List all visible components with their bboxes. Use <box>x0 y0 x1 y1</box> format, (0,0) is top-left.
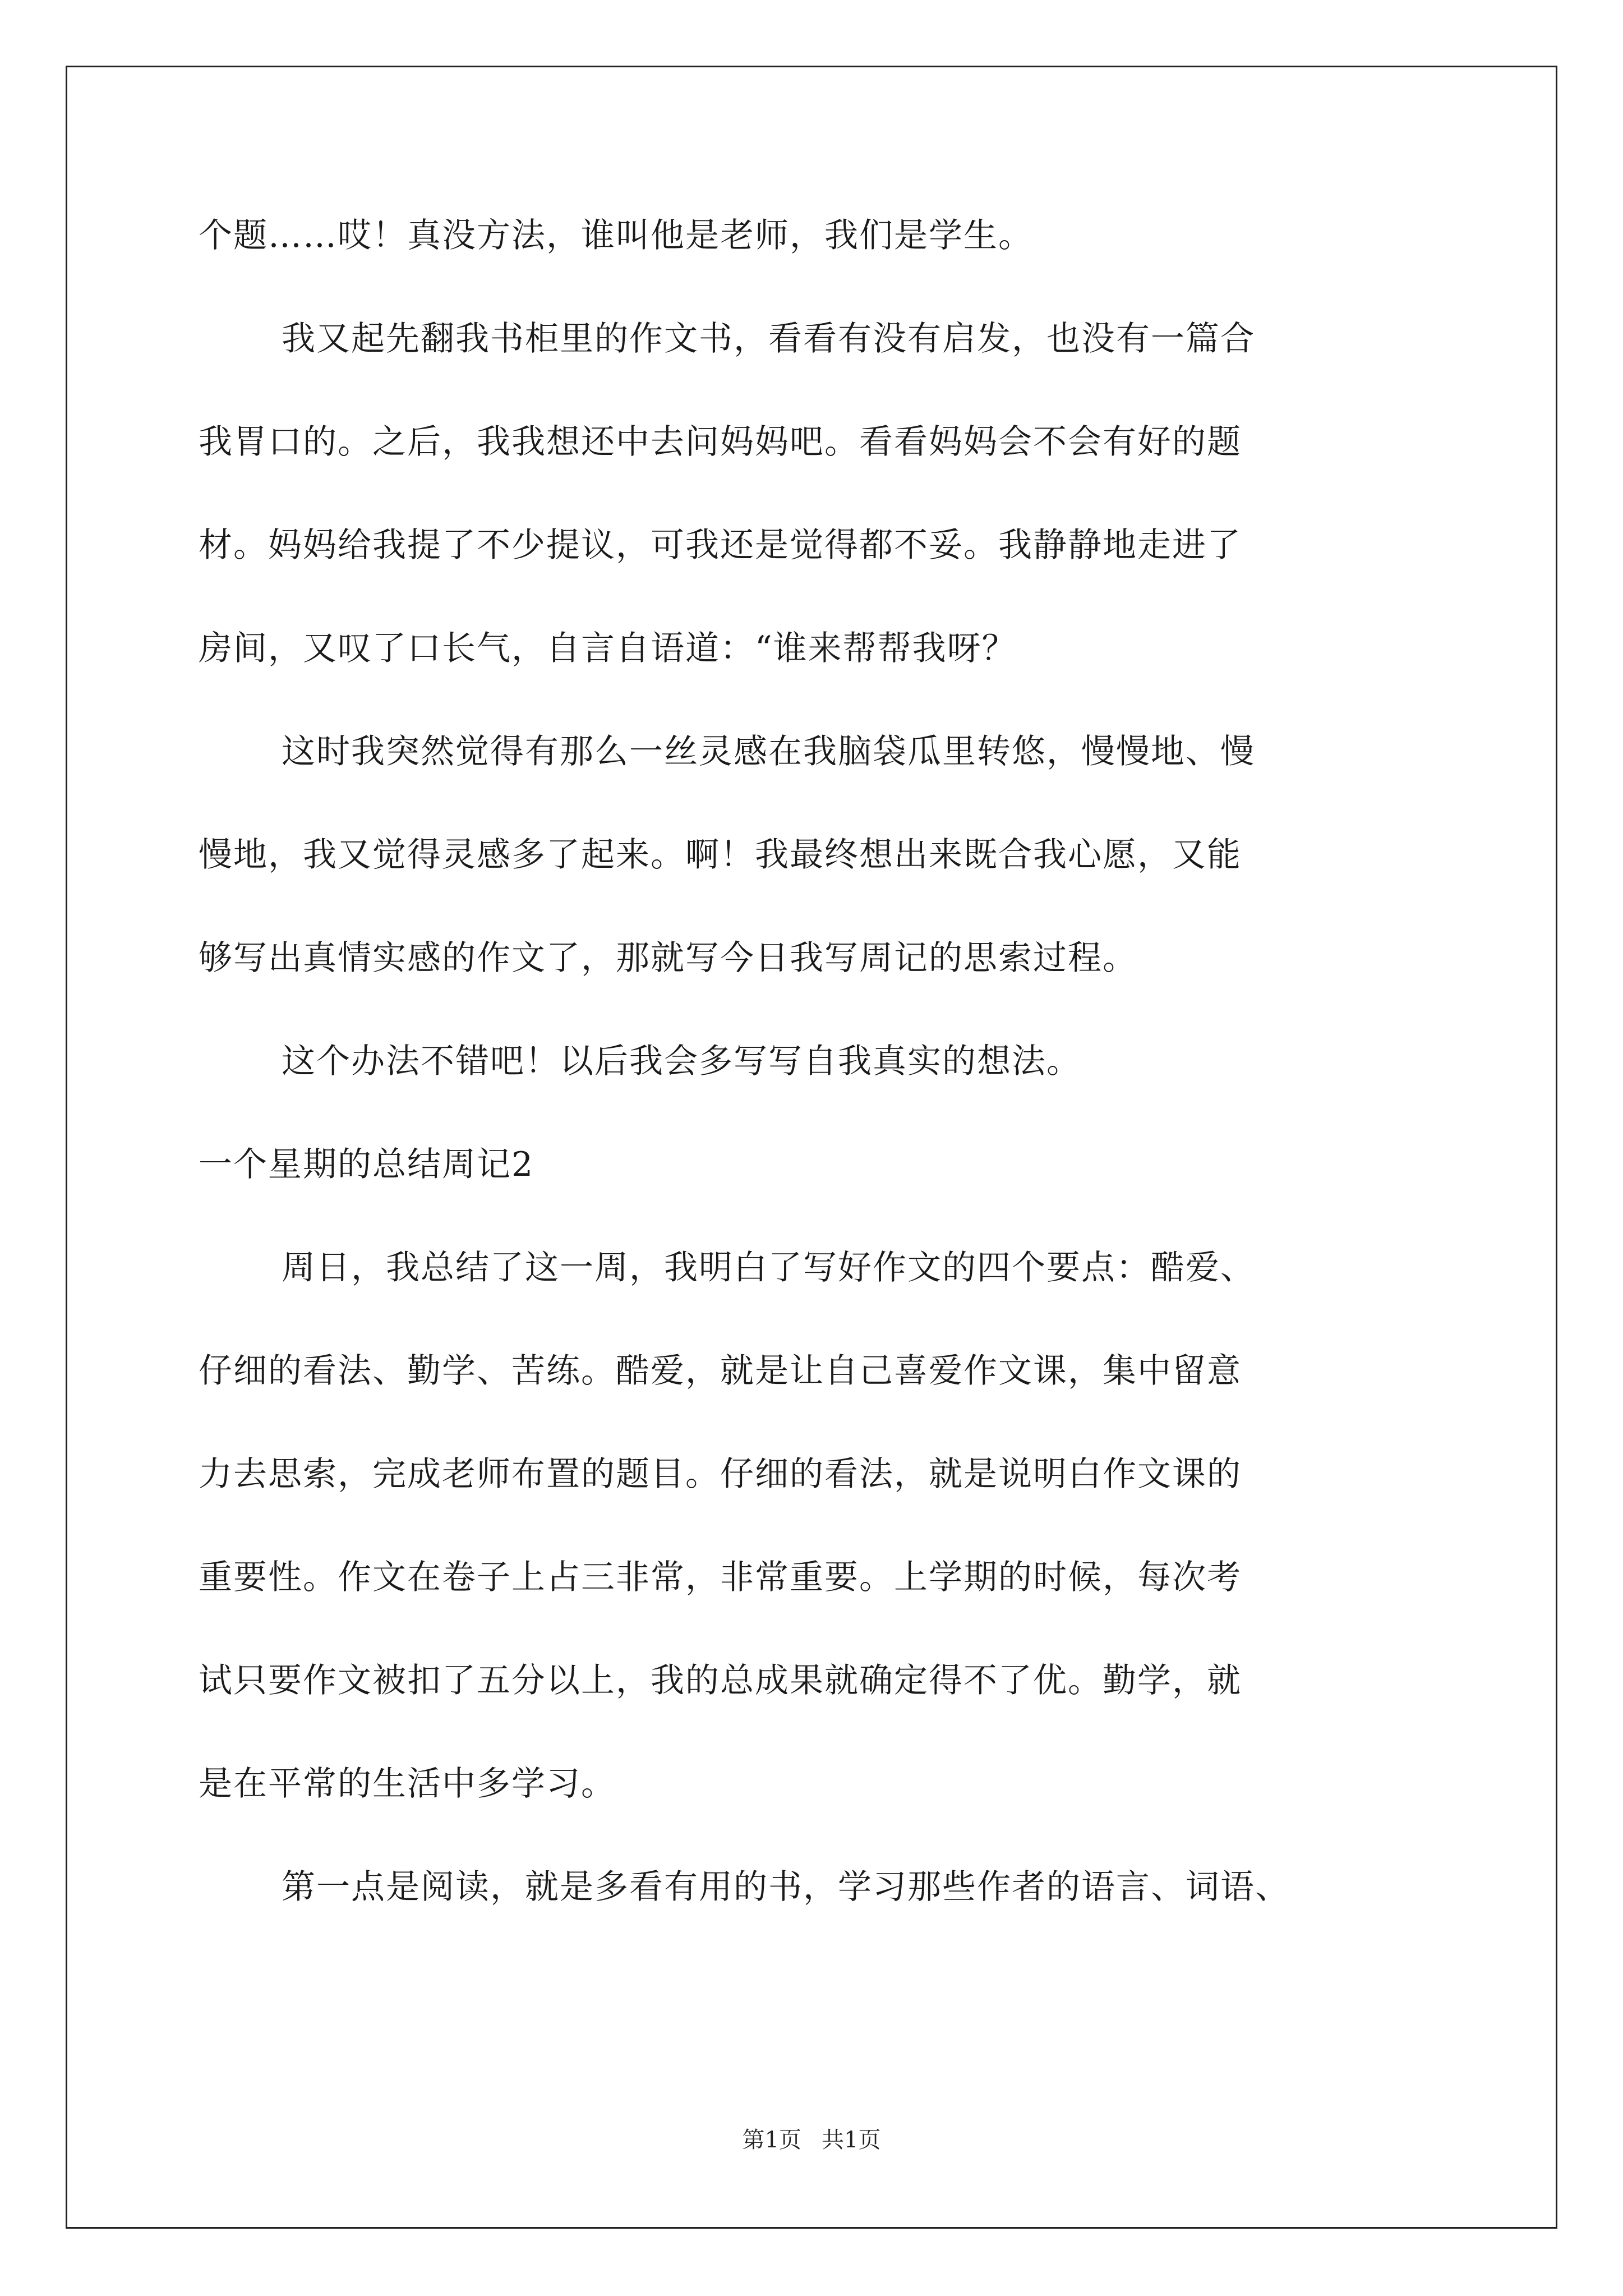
text-line: 个题……哎！真没方法，谁叫他是老师，我们是学生。 <box>199 216 1033 255</box>
text-line: 够写出真情实感的作文了，那就写今日我写周记的思索过程。 <box>199 938 1137 978</box>
page-footer <box>0 2126 1623 2154</box>
section-heading: 一个星期的总结周记2 <box>199 1145 534 1184</box>
text-line: 材。妈妈给我提了不少提议，可我还是觉得都不妥。我静静地走进了 <box>199 526 1242 565</box>
paragraph-start: 第一点是阅读，就是多看有用的书，学习那些作者的语言、词语、 <box>282 1867 1290 1907</box>
paragraph-start: 这时我突然觉得有那么一丝灵感在我脑袋瓜里转悠，慢慢地、慢 <box>282 732 1255 771</box>
total-pages: 共1页 <box>822 2127 881 2153</box>
page-number: 第1页 <box>742 2127 801 2153</box>
document-body <box>199 213 1449 1968</box>
paragraph-start: 这个办法不错吧！以后我会多写写自我真实的想法。 <box>282 1042 1081 1081</box>
text-line: 房间，又叹了口长气，自言自语道：“谁来帮帮我呀？ <box>199 629 1017 668</box>
text-line: 试只要作文被扣了五分以上，我的总成果就确定得不了优。勤学，就 <box>199 1661 1242 1700</box>
text-line: 力去思索，完成老师布置的题目。仔细的看法，就是说明白作文课的 <box>199 1455 1242 1494</box>
text-line: 重要性。作文在卷子上占三非常，非常重要。上学期的时候，每次考 <box>199 1558 1242 1597</box>
text-line: 慢地，我又觉得灵感多了起来。啊！我最终想出来既合我心愿，又能 <box>199 835 1242 875</box>
text-line: 仔细的看法、勤学、苦练。酷爱，就是让自己喜爱作文课，集中留意 <box>199 1351 1242 1391</box>
paragraph-start: 我又起先翻我书柜里的作文书，看看有没有启发，也没有一篇合 <box>282 319 1255 358</box>
text-line: 我胃口的。之后，我我想还中去问妈妈吧。看看妈妈会不会有好的题 <box>199 422 1242 462</box>
paragraph-start: 周日，我总结了这一周，我明白了写好作文的四个要点：酷爱、 <box>282 1248 1255 1287</box>
text-line: 是在平常的生活中多学习。 <box>199 1764 616 1803</box>
